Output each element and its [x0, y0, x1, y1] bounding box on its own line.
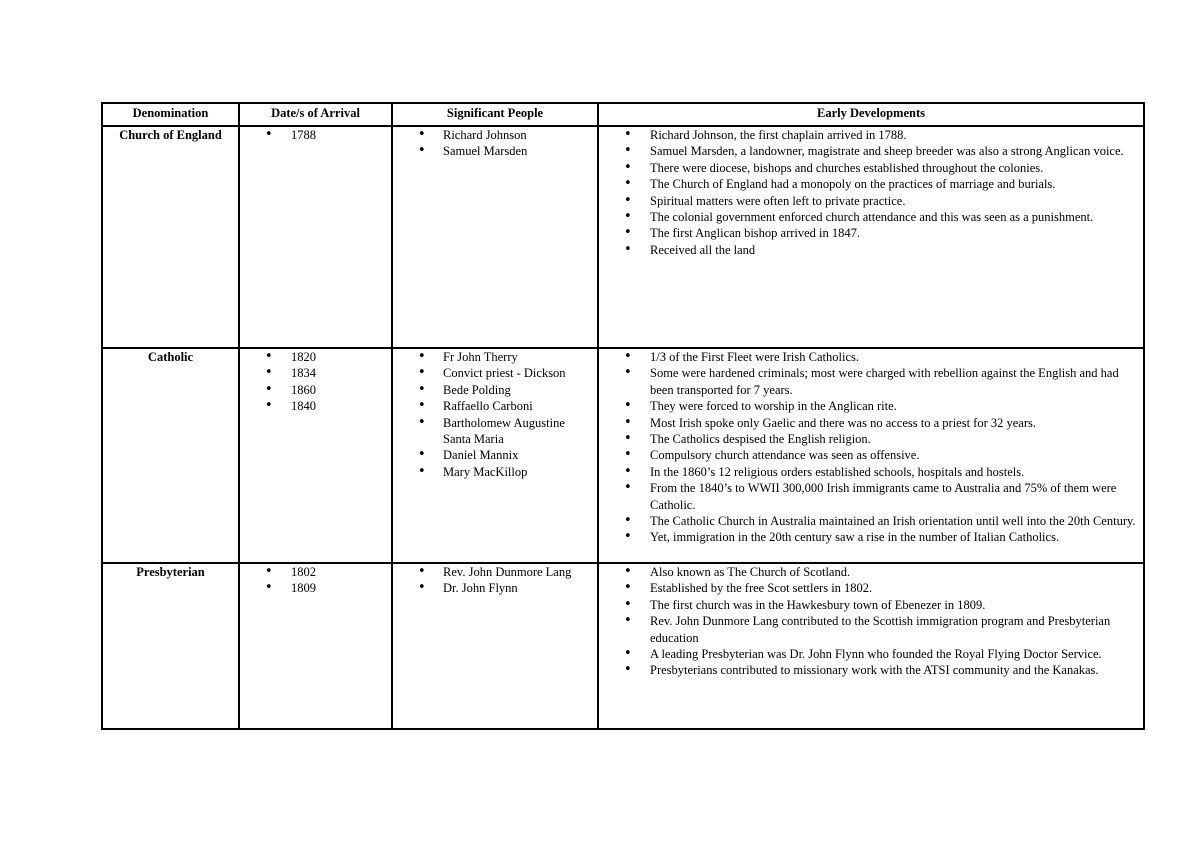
person-item: • Fr John Therry [397, 349, 593, 365]
development-item: • Samuel Marsden, a landowner, magistrate and sheep breeder was also a strong Anglican voice. [603, 143, 1139, 159]
dates-cell [239, 563, 392, 729]
person-item: • Daniel Mannix [397, 447, 593, 463]
development-item: • Some were hardened criminals; most were charged with rebellion against the English and had been transported for 7 years. [603, 365, 1139, 398]
development-item: • There were diocese, bishops and churches established throughout the colonies. [603, 160, 1139, 176]
header-developments: Early Developments [598, 103, 1144, 126]
header-dates: Date/s of Arrival [239, 103, 392, 126]
dates-cell [239, 348, 392, 563]
denominations-table [101, 102, 1145, 730]
developments-cell [598, 563, 1144, 729]
header-people: Significant People [392, 103, 598, 126]
date-item: • 1788 [244, 127, 387, 143]
denomination-cell: Catholic [102, 348, 239, 563]
development-item: • Also known as The Church of Scotland. [603, 564, 1139, 580]
date-item: • 1834 [244, 365, 387, 381]
person-item: • Dr. John Flynn [397, 580, 593, 596]
development-item: • Rev. John Dunmore Lang contributed to the Scottish immigration program and Presbyterian education [603, 613, 1139, 646]
development-item: • They were forced to worship in the Anglican rite. [603, 398, 1139, 414]
development-item: • Presbyterians contributed to missionary work with the ATSI community and the Kanakas. [603, 662, 1139, 678]
people-cell [392, 348, 598, 563]
denomination-cell: Presbyterian [102, 563, 239, 729]
development-item: • 1/3 of the First Fleet were Irish Catholics. [603, 349, 1139, 365]
date-item: • 1860 [244, 382, 387, 398]
denomination-cell: Church of England [102, 126, 239, 348]
people-cell [392, 126, 598, 348]
header-row [102, 103, 1144, 126]
date-item: • 1809 [244, 580, 387, 596]
developments-cell [598, 126, 1144, 348]
development-item: • In the 1860’s 12 religious orders established schools, hospitals and hostels. [603, 464, 1139, 480]
table-row [102, 563, 1144, 729]
person-item: • Bede Polding [397, 382, 593, 398]
date-item: • 1820 [244, 349, 387, 365]
person-item: • Bartholomew Augustine Santa Maria [397, 415, 593, 448]
table-row [102, 348, 1144, 563]
development-item: • The Church of England had a monopoly on the practices of marriage and burials. [603, 176, 1139, 192]
development-item: • Compulsory church attendance was seen as offensive. [603, 447, 1139, 463]
date-item: • 1840 [244, 398, 387, 414]
dates-cell [239, 126, 392, 348]
development-item: • Most Irish spoke only Gaelic and there was no access to a priest for 32 years. [603, 415, 1139, 431]
development-item: • Established by the free Scot settlers in 1802. [603, 580, 1139, 596]
development-item: • Yet, immigration in the 20th century saw a rise in the number of Italian Catholics. [603, 529, 1139, 545]
development-item: • A leading Presbyterian was Dr. John Flynn who founded the Royal Flying Doctor Service. [603, 646, 1139, 662]
table-row [102, 126, 1144, 348]
person-item: • Mary MacKillop [397, 464, 593, 480]
development-item: • From the 1840’s to WWII 300,000 Irish immigrants came to Australia and 75% of them were Catholic. [603, 480, 1139, 513]
development-item: • Received all the land [603, 242, 1139, 258]
development-item: • Spiritual matters were often left to private practice. [603, 193, 1139, 209]
development-item: • The Catholics despised the English religion. [603, 431, 1139, 447]
people-cell [392, 563, 598, 729]
person-item: • Samuel Marsden [397, 143, 593, 159]
date-item: • 1802 [244, 564, 387, 580]
development-item: • The first church was in the Hawkesbury town of Ebenezer in 1809. [603, 597, 1139, 613]
person-item: • Raffaello Carboni [397, 398, 593, 414]
header-denomination: Denomination [102, 103, 239, 126]
person-item: • Richard Johnson [397, 127, 593, 143]
development-item: • The Catholic Church in Australia maintained an Irish orientation until well into the 20th Century. [603, 513, 1139, 529]
person-item: • Rev. John Dunmore Lang [397, 564, 593, 580]
person-item: • Convict priest - Dickson [397, 365, 593, 381]
developments-cell [598, 348, 1144, 563]
development-item: • Richard Johnson, the first chaplain arrived in 1788. [603, 127, 1139, 143]
development-item: • The first Anglican bishop arrived in 1847. [603, 225, 1139, 241]
development-item: • The colonial government enforced church attendance and this was seen as a punishment. [603, 209, 1139, 225]
